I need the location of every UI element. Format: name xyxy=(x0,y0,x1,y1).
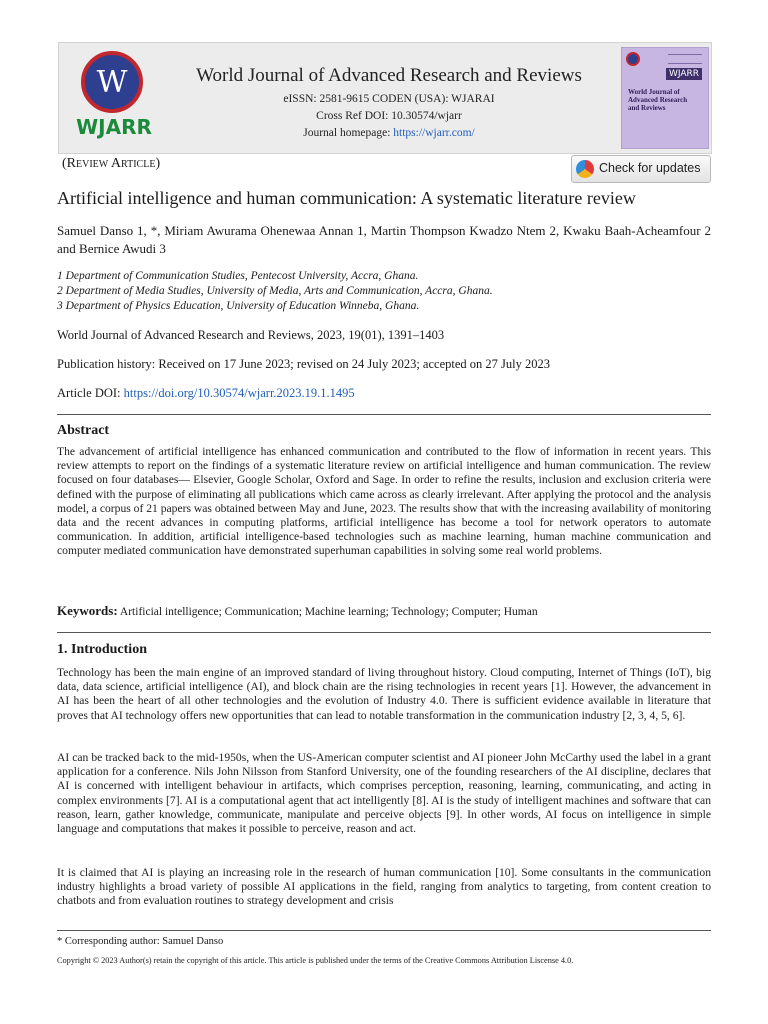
affiliation-1: 1 Department of Communication Studies, Pentecost University, Accra, Ghana. xyxy=(57,270,419,282)
intro-paragraph-3: It is claimed that AI is playing an increasing role in the research of human communication [10]. Some consultants in the communication industry highlights a broad variety of possible AI applications in the field, ranging from analytics to targeting, from content creation to chatbots and from evaluation routines to strategy development and crisis xyxy=(57,866,711,908)
check-updates-label: Check for updates xyxy=(599,161,701,175)
author-list: Samuel Danso 1, *, Miriam Awurama Ohenewaa Annan 1, Martin Thompson Kwadzo Ntem 2, Kwaku Baah-Acheamfour 2 and Bernice Awudi 3 xyxy=(57,223,711,256)
homepage-label: Journal homepage: xyxy=(303,127,394,139)
keywords-label: Keywords: xyxy=(57,603,118,618)
logo-emblem: W xyxy=(81,51,143,113)
doi-label: Article DOI: xyxy=(57,386,124,400)
corresponding-author: * Corresponding author: Samuel Danso xyxy=(57,936,224,947)
footnote-divider xyxy=(57,930,711,931)
abstract-heading: Abstract xyxy=(57,423,110,438)
journal-cover-thumbnail xyxy=(621,47,709,149)
cover-title: World Journal of Advanced Research and Reviews xyxy=(628,88,688,112)
logo-text: WJARR xyxy=(76,115,152,139)
intro-paragraph-2: AI can be tracked back to the mid-1950s, when the US-American computer scientist and AI pioneer John McCarthy used the label in a grant application for a conference. Nils John Nilsson from Stanford University, one of the founding researchers of the AI discipline, declares that AI is concerned with intelligent behaviour in artifacts, which comprises perception, reasoning, learning, communicating, and acting in complex environments [7]. AI is a computational agent that act intelligently [8]. AI is the study of intelligent machines and software that can reason, learn, gather knowledge, communicate, manipulate and perceive objects [9]. In other words, AI focus on intelligence in simple language and computations that makes it possible to perceive, reason and act. xyxy=(57,751,711,836)
cover-emblem xyxy=(626,52,640,66)
crossref-doi-line: Cross Ref DOI: 10.30574/wjarr xyxy=(316,110,462,122)
intro-paragraph-1: Technology has been the main engine of an improved standard of living throughout history. Cloud computing, Internet of Things (IoT), big data, data science, artificial intelligence (AI), and block chain are the rising technologies in recent years [1]. However, the advancement in AI has been the heart of all other technologies and the evolution of Industry 4.0. There is sufficient evidence available in literature that proves that AI technology offers new opportunities that can lead to notable transformation in the communication industry [2, 3, 4, 5, 6]. xyxy=(57,666,711,722)
affiliation-3: 3 Department of Physics Education, University of Education Winneba, Ghana. xyxy=(57,300,420,312)
introduction-heading: 1. Introduction xyxy=(57,642,147,657)
journal-logo xyxy=(69,51,159,147)
keywords xyxy=(57,603,711,619)
copyright-notice: Copyright © 2023 Author(s) retain the copyright of this article. This article is published under the terms of the Creative Commons Attribution Liscense 4.0. xyxy=(57,956,574,965)
cover-decoration xyxy=(668,54,702,64)
article-type: (Review Article) xyxy=(62,156,161,171)
divider xyxy=(57,632,711,633)
crossmark-icon xyxy=(576,160,594,178)
cover-abbrev: WJARR xyxy=(666,68,702,80)
keywords-list: Artificial intelligence; Communication; Machine learning; Technology; Computer; Human xyxy=(119,606,538,618)
article-doi xyxy=(57,386,711,401)
affiliation-2: 2 Department of Media Studies, University of Media, Arts and Communication, Accra, Ghana. xyxy=(57,285,493,297)
article-title: Artificial intelligence and human communication: A systematic literature review xyxy=(57,188,636,208)
doi-link[interactable]: https://doi.org/10.30574/wjarr.2023.19.1.1495 xyxy=(123,386,355,400)
publication-history: Publication history: Received on 17 June 2023; revised on 24 July 2023; accepted on 27 July 2023 xyxy=(57,357,550,371)
issn-line: eISSN: 2581-9615 CODEN (USA): WJARAI xyxy=(283,93,495,105)
citation: World Journal of Advanced Research and Reviews, 2023, 19(01), 1391–1403 xyxy=(57,328,445,342)
homepage-line xyxy=(169,127,609,139)
journal-header xyxy=(58,42,712,154)
check-for-updates-button[interactable] xyxy=(571,155,711,183)
divider xyxy=(57,414,711,415)
journal-title: World Journal of Advanced Research and Reviews xyxy=(196,65,582,86)
abstract-text: The advancement of artificial intelligence has enhanced communication and contributed to the flow of information in recent years. This review attempts to report on the findings of a systematic literature review on artificial intelligence and human communication. The review focused on four databases— Elsevier, Google Scholar, Oxford and Sage. In order to refine the results, inclusion and exclusion criteria were defined with the purpose of eliminating all publications which came across as clearly irrelevant. After applying the protocol and the analysis model, a corpus of 21 papers was obtained between May and June, 2023. The results show that with the increasing availability of monitoring data and the recent advances in computing platforms, artificial intelligence has become a tool for network operators to automate communication. In addition, artificial intelligence-based technologies such as machine learning, human machine communication and computer mediated communication have demonstrated superhuman capabilities in solving some real world problems. xyxy=(57,445,711,558)
homepage-link[interactable]: https://wjarr.com/ xyxy=(393,127,475,139)
